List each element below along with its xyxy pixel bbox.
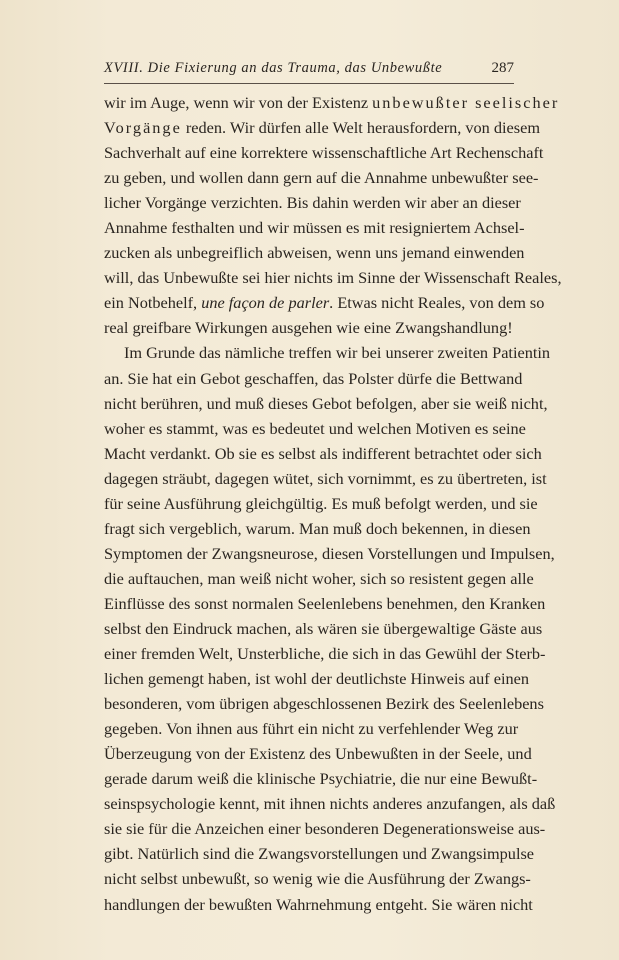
text-line: nicht berühren, und muß dieses Gebot befolgen, aber sie weiß nicht,: [104, 393, 548, 413]
text-line: real greifbare Wirkungen ausgehen wie eine Zwangshandlung!: [104, 318, 513, 338]
text-line: nicht selbst unbewußt, so wenig wie die Ausführung der Zwangs-: [104, 869, 531, 889]
text-line: zucken als unbegreiflich abweisen, wenn uns jemand einwenden: [104, 243, 525, 263]
text-line: Vorgänge reden. Wir dürfen alle Welt herausfordern, von diesem: [104, 118, 541, 138]
text-line: wir im Auge, wenn wir von der Existenz unbewußter seelischer: [104, 93, 560, 112]
body-text: [104, 90, 562, 917]
text-line: zu geben, und wollen dann gern auf die Annahme unbewußter see-: [104, 168, 539, 188]
text-line: seinspsychologie kennt, mit ihnen nichts anderes anzufangen, als daß: [104, 794, 556, 814]
text-line: Sachverhalt auf eine korrektere wissenschaftliche Art Rechenschaft: [104, 143, 544, 163]
text-line: dagegen sträubt, dagegen wütet, sich vornimmt, es zu übertreten, ist: [104, 468, 547, 488]
text-line: sie sie für die Anzeichen einer besonderen Degenerationsweise aus-: [104, 819, 546, 839]
text-line: handlungen der bewußten Wahrnehmung entgeht. Sie wären nicht: [104, 894, 533, 914]
text-line: besonderen, vom übrigen abgeschlossenen Bezirk des Seelenlebens: [104, 694, 544, 714]
text-line: will, das Unbewußte sei hier nichts im Sinne der Wissenschaft Reales,: [104, 268, 562, 288]
text-line: für seine Ausführung gleichgültig. Es muß befolgt werden, und sie: [104, 493, 538, 513]
text-line: Im Grunde das nämliche treffen wir bei unserer zweiten Patientin: [124, 343, 551, 363]
text-line: selbst den Eindruck machen, als wären sie übergewaltige Gäste aus: [104, 618, 543, 638]
header-rule: [104, 83, 514, 84]
text-line: licher Vorgänge verzichten. Bis dahin werden wir aber an dieser: [104, 193, 521, 213]
text-line: einer fremden Welt, Unsterbliche, die sich in das Gewühl der Sterb-: [104, 644, 546, 664]
text-line: Annahme festhalten und wir müssen es mit resigniertem Achsel-: [104, 218, 525, 238]
text-line: die auftauchen, man weiß nicht woher, sich so resistent gegen alle: [104, 568, 534, 588]
text-line: lichen gemengt haben, ist wohl der deutlichste Hinweis auf einen: [104, 669, 529, 689]
page-number: 287: [491, 60, 514, 76]
text-line: gerade darum weiß die klinische Psychiatrie, die nur eine Bewußt-: [104, 769, 538, 789]
text-line: gibt. Natürlich sind die Zwangsvorstellungen und Zwangsimpulse: [104, 844, 535, 864]
text-line: gegeben. Von ihnen aus führt ein nicht zu verfehlender Weg zur: [104, 719, 519, 739]
text-line: Einflüsse des sonst normalen Seelenlebens benehmen, den Kranken: [104, 593, 546, 613]
text-line: ein Notbehelf, une façon de parler. Etwas nicht Reales, von dem so: [104, 293, 545, 313]
text-line: an. Sie hat ein Gebot geschaffen, das Polster dürfe die Bettwand: [104, 368, 523, 388]
page-header: [104, 60, 514, 84]
text-line: Überzeugung von der Existenz des Unbewußten in der Seele, und: [104, 744, 532, 764]
running-head: XVIII. Die Fixierung an das Trauma, das Unbewußte: [104, 60, 443, 76]
text-line: woher es stammt, was es bedeutet und welchen Motiven es seine: [104, 418, 526, 438]
text-line: Macht verdankt. Ob sie es selbst als indifferent betrachtet oder sich: [104, 443, 542, 463]
text-line: fragt sich vergeblich, warum. Man muß doch bekennen, in diesen: [104, 518, 531, 538]
text-line: Symptomen der Zwangsneurose, diesen Vorstellungen und Impulsen,: [104, 543, 555, 563]
